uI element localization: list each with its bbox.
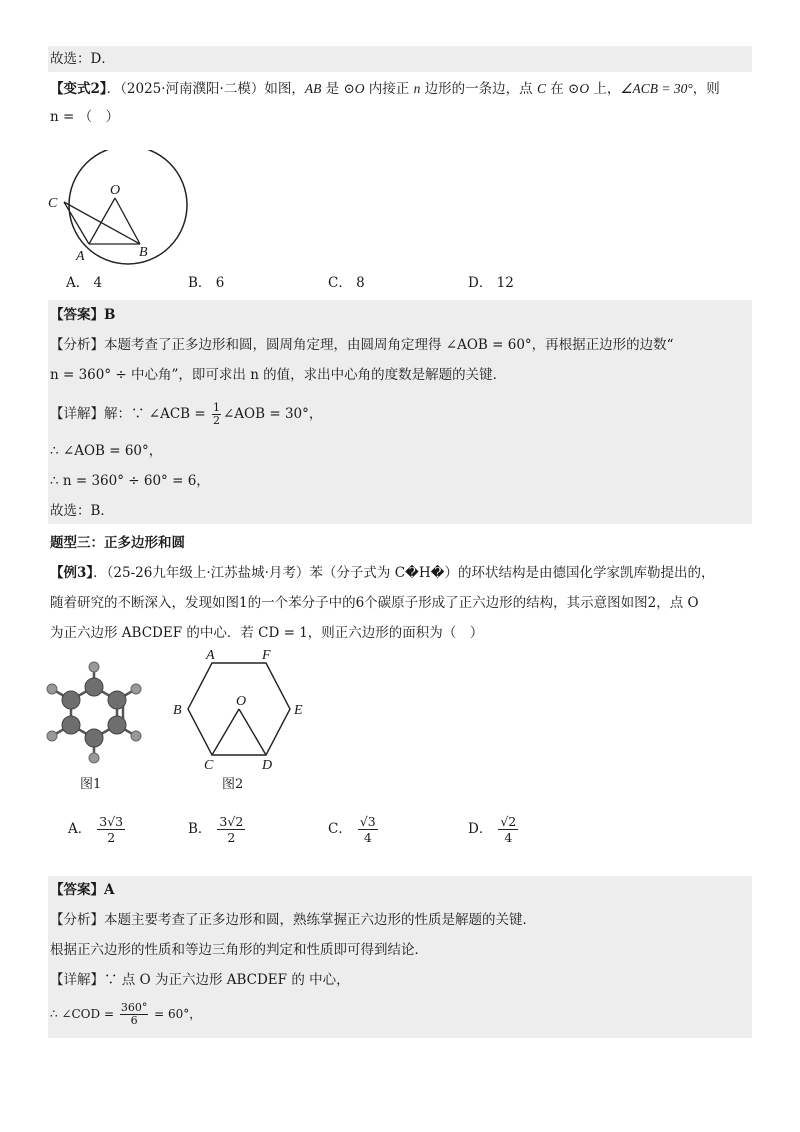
benzene-molecule-figure — [40, 655, 160, 765]
figure2-caption: 图2 — [222, 777, 244, 792]
example3-option-b[interactable]: B． $\frac{3√2}{2}$ — [188, 814, 244, 845]
label-a: A — [76, 249, 85, 264]
carbon-atom — [108, 716, 126, 734]
label-a: A — [206, 648, 215, 663]
variant2-answer: 【答案】B — [50, 307, 116, 323]
carbon-atom — [62, 691, 80, 709]
variant2-option-d[interactable]: D． 12 — [468, 275, 514, 291]
fraction-360-over-6: $\frac{360^\circ}{6}$ — [120, 1001, 148, 1027]
example3-question-line2: 随着研究的不断深入，发现如图1的一个苯分子中的6个碳原子形成了正六边形的结构，其示意图如图2，点 O — [50, 595, 699, 611]
example3-answer: 【答案】A — [50, 882, 115, 898]
hydrogen-atom — [131, 684, 141, 694]
circle-o — [69, 150, 187, 264]
carbon-atom — [62, 716, 80, 734]
example3-option-a[interactable]: A． $\frac{3√3}{2}$ — [68, 814, 124, 845]
example3-question-line3: 为正六边形 ABCDEF 的中心．若 CD = 1，则正六边形的面积为（ ） — [50, 625, 484, 641]
example3-question-line1: 【例3】．（25-26九年级上·江苏盐城·月考）苯（分子式为 C�H�）的环状结构是由德国化学家凯库勒提出的， — [50, 565, 715, 581]
label-e: E — [294, 703, 303, 718]
example3-analysis-line1: 【分析】本题主要考查了正多边形和圆，熟练掌握正六边形的性质是解题的关键． — [50, 912, 536, 928]
label-c: C — [204, 758, 214, 773]
final-answer-block-top — [48, 46, 752, 72]
variant2-tag: 【变式2】 — [50, 81, 107, 97]
variant2-detail-line1: 【详解】解：∵ ∠ACB = $\frac{1}{2}$ ∠AOB = 30°， — [50, 401, 323, 427]
hydrogen-atom — [89, 753, 99, 763]
variant2-question-line1: 【变式2】．（2025·河南濮阳·二模）如图，AB 是 ⊙O 内接正 n 边形的一条边，点 C 在 ⊙O 上，∠ACB = 30°，则 — [50, 81, 720, 97]
carbon-atom — [85, 729, 103, 747]
hydrogen-atom — [47, 684, 57, 694]
variant2-detail-line3: ∴ n = 360° ÷ 60° = 6， — [50, 473, 210, 489]
variant2-detail-line2: ∴ ∠AOB = 60°， — [50, 443, 163, 459]
label-o: O — [236, 694, 247, 709]
variant2-analysis-line2: n = 360° ÷ 中心角”，即可求出 n 的值，求出中心角的度数是解题的关键． — [50, 367, 507, 383]
example3-analysis-line2: 根据正六边形的性质和等边三角形的判定和性质即可得到结论． — [50, 942, 428, 958]
hydrogen-atom — [47, 731, 57, 741]
variant2-option-a[interactable]: A． 4 — [66, 275, 103, 291]
hydrogen-atom — [131, 731, 141, 741]
variant2-option-c[interactable]: C． 8 — [328, 275, 365, 291]
fraction-one-half: $\frac{1}{2}$ — [213, 401, 220, 427]
label-b: B — [139, 245, 148, 260]
segment-od — [239, 709, 266, 755]
section-heading: 题型三：正多边形和圆 — [50, 535, 185, 551]
example3-option-c[interactable]: C． $\frac{√3}{4}$ — [328, 814, 376, 845]
label-c: C — [48, 196, 58, 211]
label-b: B — [173, 703, 182, 718]
hexagon-figure — [170, 645, 310, 775]
example3-detail-line2: ∴ ∠COD = $\frac{360^\circ}{6}$ = 60°， — [50, 1001, 202, 1027]
label-d: D — [262, 758, 273, 773]
variant2-final: 故选：B． — [50, 503, 114, 519]
variant2-question-line2: n = （ ） — [50, 109, 120, 125]
variant2-option-b[interactable]: B． 6 — [188, 275, 225, 291]
circle-figure — [44, 150, 204, 270]
segment-oa — [89, 198, 115, 244]
final-choice-d: 故选：D． — [50, 51, 115, 67]
variant2-analysis-line1: 【分析】本题考查了正多边形和圆，圆周角定理，由圆周角定理得 ∠AOB = 60°，再根据正边形的边数“ — [50, 337, 674, 353]
figure1-caption: 图1 — [80, 777, 102, 792]
example3-detail-line1: 【详解】∵ 点 O 为正六边形 ABCDEF 的 中心， — [50, 972, 350, 988]
label-o: O — [110, 183, 121, 198]
carbon-atom — [108, 691, 126, 709]
hydrogen-atom — [89, 662, 99, 672]
carbon-atom — [85, 678, 103, 696]
example3-tag: 【例3】 — [50, 565, 94, 581]
example3-option-d[interactable]: D． $\frac{√2}{4}$ — [468, 814, 517, 845]
segment-oc — [212, 709, 239, 755]
label-f: F — [262, 648, 271, 663]
